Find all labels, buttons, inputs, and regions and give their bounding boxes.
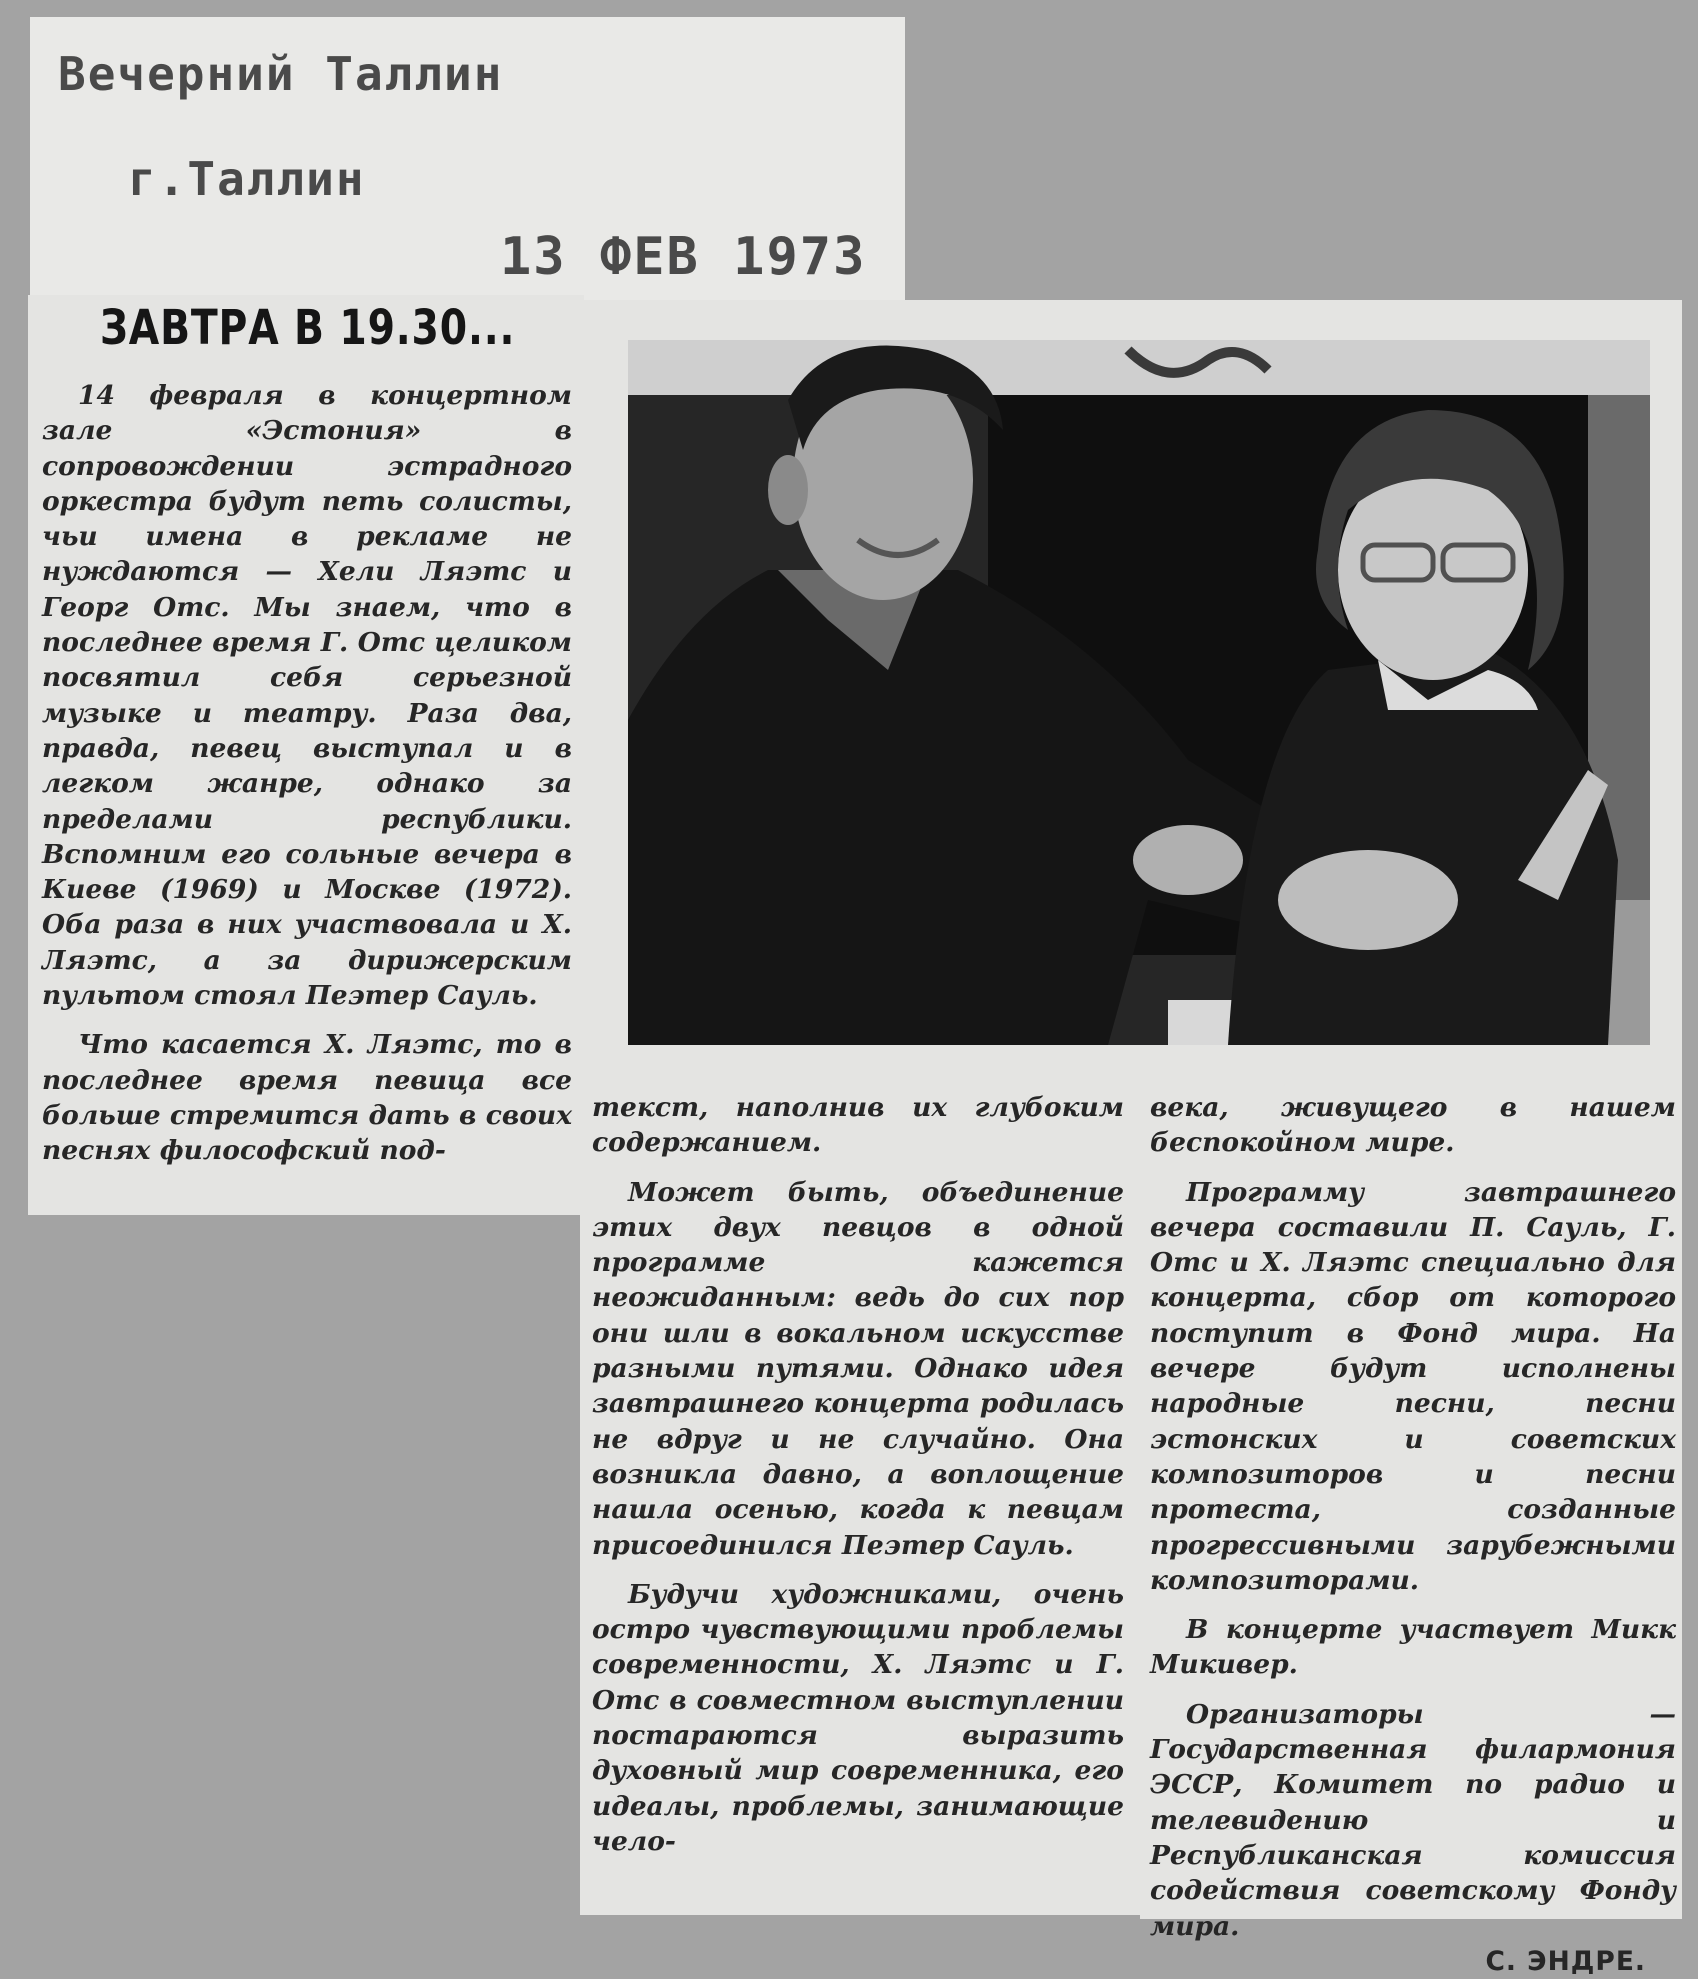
- paragraph: Что касается Х. Ляэтс, то в последнее время певица все больше стремится дать в своих песнях философский под-: [42, 1029, 572, 1167]
- stamp-city: г.Таллин: [128, 152, 366, 206]
- paragraph: В концерте участвует Микк Микивер.: [1150, 1614, 1676, 1681]
- article-photo: [628, 340, 1650, 1045]
- paragraph: Организаторы — Государственная филармония ЭССР, Комитет по радио и телевидению и Республиканская комиссия содействия советскому Фонду мира.: [1150, 1698, 1676, 1942]
- article-column-1: [42, 378, 572, 1169]
- paragraph: текст, наполнив их глубоким содержанием.: [592, 1092, 1124, 1159]
- paragraph: Программу завтрашнего вечера составили П. Сауль, Г. Отс и Х. Ляэтс специально для концерта, сбор от которого поступит в Фонд мира. На вечере будут исполнены народные песни, песни эстонских и советских композиторов и песни протеста, созданные прогрессивными зарубежными композиторами.: [1150, 1176, 1676, 1596]
- stamp-date: 13 ФЕВ 1973: [500, 227, 867, 287]
- paragraph: Будучи художниками, очень остро чувствующими проблемы современности, Х. Ляэтс и Г. Отс в совместном выступлении постараются выразить духовный мир современника, его идеалы, проблемы, занимающие чело-: [592, 1578, 1124, 1857]
- author-signature: С. ЭНДРЕ.: [1485, 1945, 1646, 1977]
- photo-two-singers-image: [628, 340, 1650, 1045]
- article-column-2: [592, 1090, 1124, 1859]
- paragraph: века, живущего в нашем беспокойном мире.: [1150, 1092, 1676, 1159]
- paragraph: Может быть, объединение этих двух певцов в одной программе кажется неожиданным: ведь до сих пор они шли в вокальном искусстве разными путями. Однако идея завтрашнего концерта родилась не вдруг и не случайно. Она возникла давно, а воплощение нашла осенью, когда к певцам присоединился Пеэтер Сауль.: [592, 1176, 1124, 1561]
- archive-stamp: [30, 17, 905, 307]
- article-headline: ЗАВТРА В 19.30...: [100, 300, 516, 356]
- paragraph: 14 февраля в концертном зале «Эстония» в сопровождении эстрадного оркестра будут петь солисты, чьи имена в рекламе не нуждаются — Хели Ляэтс и Георг Отс. Мы знаем, что в последнее время Г. Отс целиком посвятил себя серьезной музыке и театру. Раза два, правда, певец выступал и в легком жанре, однако за пределами республики. Вспомним его сольные вечера в Киеве (1969) и Москве (1972). Оба раза в них участвовала и Х. Ляэтс, а за дирижерским пультом стоял Пеэтер Сауль.: [42, 380, 572, 1012]
- article-column-3: [1150, 1090, 1676, 1979]
- stamp-newspaper-name: Вечерний Таллин: [58, 47, 504, 101]
